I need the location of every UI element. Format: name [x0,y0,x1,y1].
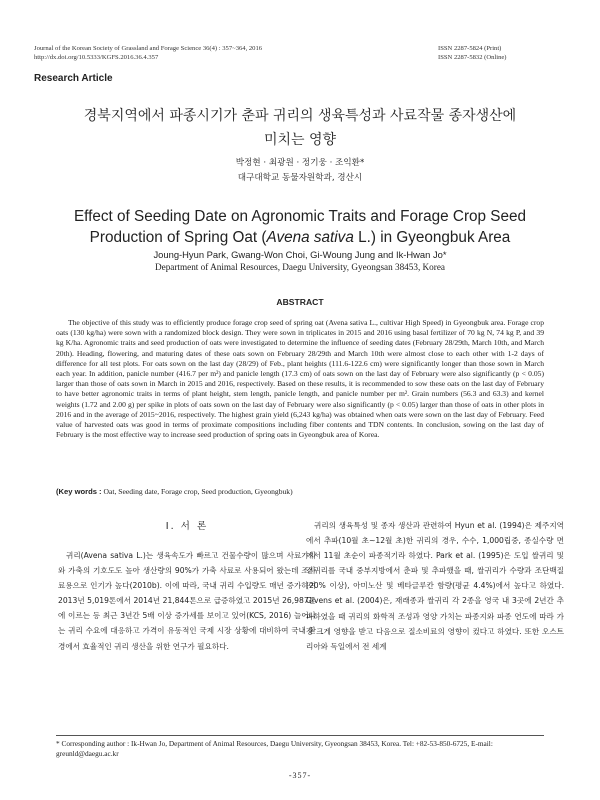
keywords-label: (Key words : [56,487,102,496]
section-title-introduction: Ⅰ. 서 론 [165,521,209,532]
abstract-body [56,318,544,440]
issn-print: ISSN 2287-5824 (Print) [438,45,502,52]
abstract-heading: ABSTRACT [276,297,324,307]
corresponding-author-footnote: * Corresponding author : Ik-Hwan Jo, Department of Animal Resources, Daegu University, Gyeongsan 38453, Korea. Tel: +82-53-850-6725, E-mail: greunld@daegu.ac.kr [56,739,493,758]
right-column-text: 귀리의 생육특성 및 종자 생산과 관련하여 Hyun et al. (1994)은 제주지역에서 추파(10월 초~12월 초)한 귀리의 경우, 수수, 1,000립중, 종실수량 면에서 11월 초순이 파종적기라 하였다. Park et al. (1995)은 도입 쌀귀리 및 겉귀리를 국내 중부지방에서 춘파 및 추파했을 때, 쌀귀리가 수량과 조단백질(20% 이상), 아미노산 및 베타글루칸 함량(평균 4.4%)에서 높다고 하였다. Givens et al. (2004)은, 재래종과 쌀귀리 각 2종을 영국 내 3곳에 2년간 추파하였을 때 귀리의 화학적 조성과 영양 가치는 파종지와 파종 연도에 따라 가장 크게 영향을 받고 다음으로 질소비료의 영향이 컸다고 하였다. 또한 오스트리아와 독일에서 전 세계 [306,521,564,651]
english-title-line2: Production of Spring Oat (Avena sativa L.) in Gyeongbuk Area [89,229,511,246]
english-title-line1: Effect of Seeding Date on Agronomic Traits and Forage Crop Seed [73,208,527,225]
korean-title-line1: 경북지역에서 파종시기가 춘파 귀리의 생육특성과 사료작물 종자생산에 [83,108,517,124]
journal-citation: Journal of the Korean Society of Grassland and Forage Science 36(4) : 357~364, 2016 [34,45,263,52]
issn-online: ISSN 2287-5832 (Online) [438,54,507,61]
page-number: -357- [288,771,312,780]
article-type: Research Article [34,73,113,84]
english-affiliation: Department of Animal Resources, Daegu University, Gyeongsan 38453, Korea [154,262,445,272]
keywords [56,487,544,497]
left-column-text: 귀리(Avena sativa L.)는 생육속도가 빠르고 건물수량이 많으며 사료가치와 가축의 기호도도 높아 생산량의 90%가 가축 사료로 사용되어 왔는데 조사료용으로 인기가 높다(2010b). 이에 따라, 국내 귀리 수입량도 매년 증가하여 2013년 5,019톤에서 2014년 21,844톤으로 급증하였고 2015년 26,987톤에 이르는 등 최근 3년간 5배 이상 증가세를 보이고 있어(KCS, 2016) 늘어나는 귀리 수요에 대응하고 가격이 유동적인 국제 시장 상황에 대비하여 국내 환경에서 효율적인 귀리 생산을 위한 연구가 필요하다. [58,551,316,651]
keywords-list: Oat, Seeding date, Forage crop, Seed production, Gyeongbuk) [101,487,293,496]
english-authors: Joung-Hyun Park, Gwang-Won Choi, Gi-Woung Jung and Ik-Hwan Jo* [153,249,447,260]
korean-authors: 박정현 · 최광원 · 정기웅 · 조익환* [235,158,365,168]
korean-affiliation: 대구대학교 동물자원학과, 경산시 [237,173,363,183]
doi-link[interactable]: http://dx.doi.org/10.5333/KGFS.2016.36.4.357 [34,54,159,61]
korean-title-line2: 미치는 영향 [263,132,337,148]
footnote-rule [56,735,544,736]
abstract-text: The objective of this study was to efficiently produce forage crop seed of spring oat (Avena sativa L., cultivar High Speed) in Gyeongbuk area. Forage crop oats (130 kg/ha) were sown with a randomized block design. They were sown in triplicates in 2015 and 2016 using basal fertilizer of 70 kg N, 74 kg P, and 39 kg K/ha. Agronomic traits and seed production of oats were investigated to determine the influence of seeding dates (February 28/29th, March 10th, and March 20th). Heading, flowering, and maturing dates of these oats sown on February 28/29th and March 10th were almost close to each other with 1-2 days of difference for all test plots. For oats sown on the last day (28/29) of Feb., plant heights (111.6-122.6 cm) were significantly longer than those sown in March each year. In addition, panicle number (416.7 per m²) and panicle length (17.3 cm) of oats sown on the last day of February were also significantly (p < 0.05) larger than those of oats sown in March in 2015 and 2016, respectively. Based on these results, it is recommended to sow these oats on the last day of February to have better agronomic traits in terms of plant height, stem length, panicle length, and panicle number per m². Grain numbers (56.3 and 63.3) and kernel weights (1.72 and 2.00 g) per spike in plots of oats sown on the last day of February were also significantly (p < 0.05) larger than those of oats in other plots in 2016 and in the average of 2015~2016, respectively. The highest grain yield (6,243 kg/ha) was obtained when oats were sown on the last day of February. Feed value of harvested oats was good in terms of proximate compositions including fiber contents and TDN contents. In conclusion, sowing on the last day of February is the most effective way to increase seed production of spring oats in Gyeongbuk area of Korea. [56,318,544,440]
